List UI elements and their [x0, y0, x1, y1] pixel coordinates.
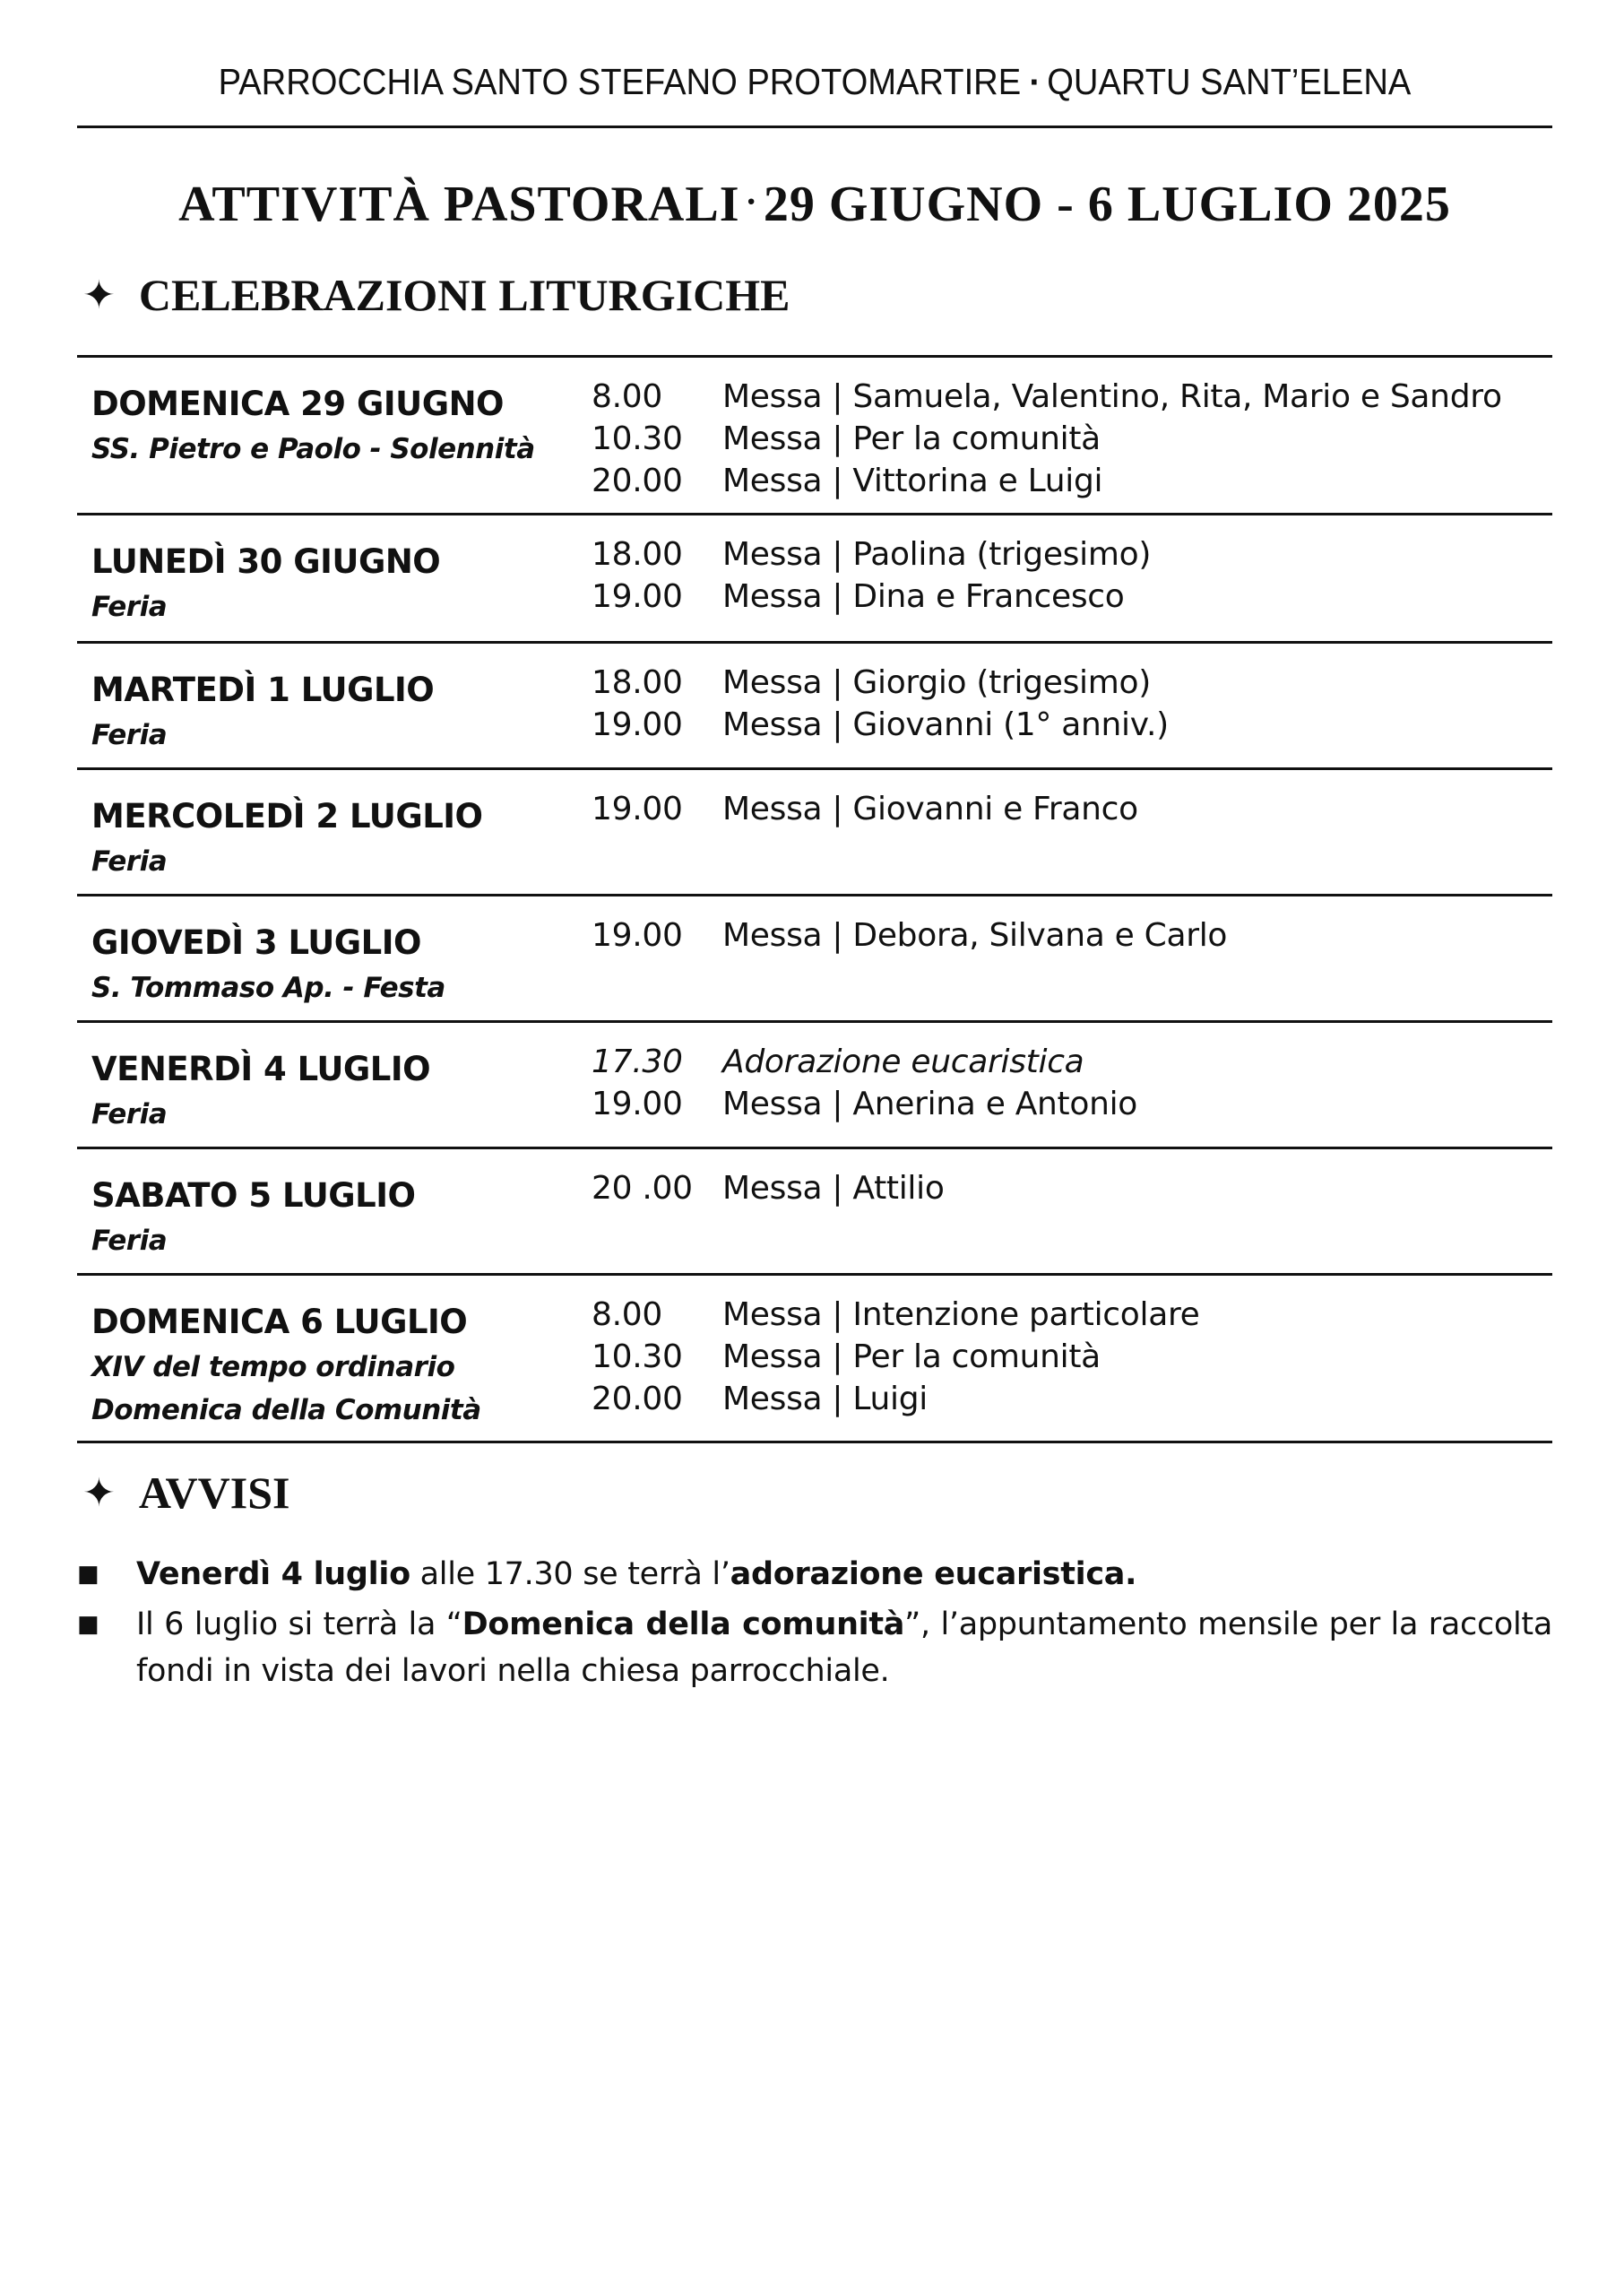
square-bullet-icon: ■ [77, 1561, 99, 1588]
event-list [592, 662, 1169, 746]
day-info [91, 381, 535, 471]
event-item [592, 376, 1502, 418]
notice-item [77, 1601, 1552, 1694]
page-title [77, 176, 1552, 233]
event-list [592, 1041, 1137, 1125]
notice-emphasis: Venerdì 4 luglio [136, 1556, 410, 1592]
event-time: 17.30 [592, 1044, 683, 1080]
event-list [592, 1167, 945, 1209]
notice-text [136, 1601, 1552, 1694]
day-info [91, 1046, 430, 1136]
notice-emphasis: Domenica della comunità [462, 1606, 905, 1642]
day-subtitle: SS. Pietro e Paolo - Solennità [91, 433, 535, 465]
schedule-divider [77, 1441, 1552, 1443]
event-item [592, 1167, 945, 1209]
schedule-row [77, 896, 1552, 1020]
event-item [592, 914, 1227, 957]
schedule-row [77, 1149, 1552, 1273]
day-subtitle: Feria [91, 1225, 168, 1257]
parish-name: PARROCCHIA SANTO STEFANO PROTOMARTIRE [218, 61, 1022, 102]
event-list [592, 376, 1502, 502]
day-subtitle: XIV del tempo ordinario [91, 1351, 455, 1383]
event-time: 19.00 [592, 578, 683, 615]
event-item [592, 1378, 1200, 1420]
event-item [592, 460, 1502, 502]
section-heading-celebrations [82, 269, 790, 321]
event-description: Messa | Giovanni e Franco [722, 791, 1138, 827]
star-icon: ✦ [82, 1469, 116, 1516]
event-time: 8.00 [592, 1296, 662, 1333]
day-name: SABATO 5 LUGLIO [91, 1176, 416, 1215]
day-subtitle: Feria [91, 591, 168, 623]
schedule-row [77, 770, 1552, 894]
event-description: Messa | Intenzione particolare [722, 1296, 1200, 1333]
event-description: Messa | Per la comunità [722, 420, 1101, 457]
event-item [592, 533, 1151, 576]
schedule-row [77, 644, 1552, 767]
event-description: Messa | Paolina (trigesimo) [722, 536, 1152, 573]
event-item [592, 788, 1138, 830]
day-name: LUNEDÌ 30 GIUGNO [91, 542, 441, 581]
day-subtitle: Domenica della Comunità [91, 1394, 481, 1426]
star-icon: ✦ [82, 272, 116, 318]
event-item [592, 1336, 1200, 1378]
event-time: 10.30 [592, 1338, 683, 1375]
day-info [91, 539, 440, 628]
schedule-row [77, 358, 1552, 513]
event-time: 8.00 [592, 378, 662, 415]
schedule-row [77, 515, 1552, 641]
event-description: Adorazione eucaristica [722, 1044, 1084, 1080]
parish-header [129, 61, 1501, 103]
event-description: Messa | Anerina e Antonio [722, 1086, 1138, 1122]
parish-city: QUARTU SANT’ELENA [1047, 61, 1412, 102]
celebrations-schedule [77, 355, 1552, 1443]
notice-fragment: Il 6 luglio si terrà la “ [136, 1606, 462, 1642]
event-description: Messa | Giorgio (trigesimo) [722, 664, 1151, 701]
day-name: VENERDÌ 4 LUGLIO [91, 1050, 431, 1088]
event-time: 18.00 [592, 536, 683, 573]
event-time: 10.30 [592, 420, 683, 457]
event-description: Messa | Debora, Silvana e Carlo [722, 917, 1228, 954]
day-info [91, 920, 445, 1009]
event-time: 20.00 [592, 463, 683, 499]
schedule-row [77, 1276, 1552, 1441]
event-description: Messa | Per la comunità [722, 1338, 1101, 1375]
header-separator: ▪ [1030, 70, 1038, 94]
day-subtitle: Feria [91, 1098, 168, 1130]
notice-item [77, 1551, 1552, 1598]
event-description: Messa | Vittorina e Luigi [722, 463, 1103, 499]
event-list [592, 914, 1227, 957]
notice-fragment: ”, l’appuntamento mensile per la raccolta fondi in vista dei lavori nella chiesa parrocchiale. [136, 1606, 1552, 1689]
notice-emphasis: adorazione eucaristica. [730, 1556, 1137, 1592]
title-separator: · [745, 181, 758, 221]
event-list [592, 533, 1151, 618]
day-name: GIOVEDÌ 3 LUGLIO [91, 923, 421, 962]
page-title-dates: 29 GIUGNO - 6 LUGLIO 2025 [763, 177, 1451, 232]
event-item [592, 662, 1169, 704]
day-name: DOMENICA 6 LUGLIO [91, 1303, 468, 1341]
event-item [592, 1041, 1137, 1083]
header-divider [77, 126, 1552, 128]
event-item [592, 418, 1502, 460]
day-subtitle: Feria [91, 719, 168, 751]
schedule-row [77, 1023, 1552, 1147]
notice-text [136, 1551, 1552, 1598]
event-time: 20 .00 [592, 1170, 693, 1207]
day-subtitle: S. Tommaso Ap. - Festa [91, 972, 445, 1004]
day-name: MERCOLEDÌ 2 LUGLIO [91, 797, 483, 836]
notices-list [77, 1551, 1552, 1698]
event-description: Messa | Luigi [722, 1381, 928, 1417]
event-description: Messa | Giovanni (1° anniv.) [722, 706, 1169, 743]
day-name: DOMENICA 29 GIUGNO [91, 385, 505, 423]
event-time: 19.00 [592, 791, 683, 827]
page-title-left: ATTIVITÀ PASTORALI [178, 177, 740, 232]
event-item [592, 1294, 1200, 1336]
event-list [592, 788, 1138, 830]
event-time: 18.00 [592, 664, 683, 701]
day-info [91, 1173, 415, 1262]
day-info [91, 793, 483, 883]
event-item [592, 1083, 1137, 1125]
event-description: Messa | Dina e Francesco [722, 578, 1125, 615]
event-item [592, 576, 1151, 618]
section-heading-notices [82, 1467, 289, 1519]
event-time: 19.00 [592, 917, 683, 954]
event-description: Messa | Attilio [722, 1170, 945, 1207]
event-list [592, 1294, 1200, 1420]
event-item [592, 704, 1169, 746]
square-bullet-icon: ■ [77, 1611, 99, 1638]
event-time: 20.00 [592, 1381, 683, 1417]
event-time: 19.00 [592, 1086, 683, 1122]
event-description: Messa | Samuela, Valentino, Rita, Mario e Sandro [722, 378, 1502, 415]
notice-fragment: alle 17.30 se terrà l’ [410, 1556, 730, 1592]
day-subtitle: Feria [91, 845, 168, 878]
day-name: MARTEDÌ 1 LUGLIO [91, 671, 435, 709]
event-time: 19.00 [592, 706, 683, 743]
section-title: CELEBRAZIONI LITURGICHE [138, 270, 790, 320]
day-info [91, 667, 434, 757]
section-title: AVVISI [138, 1468, 290, 1518]
day-info [91, 1299, 481, 1432]
